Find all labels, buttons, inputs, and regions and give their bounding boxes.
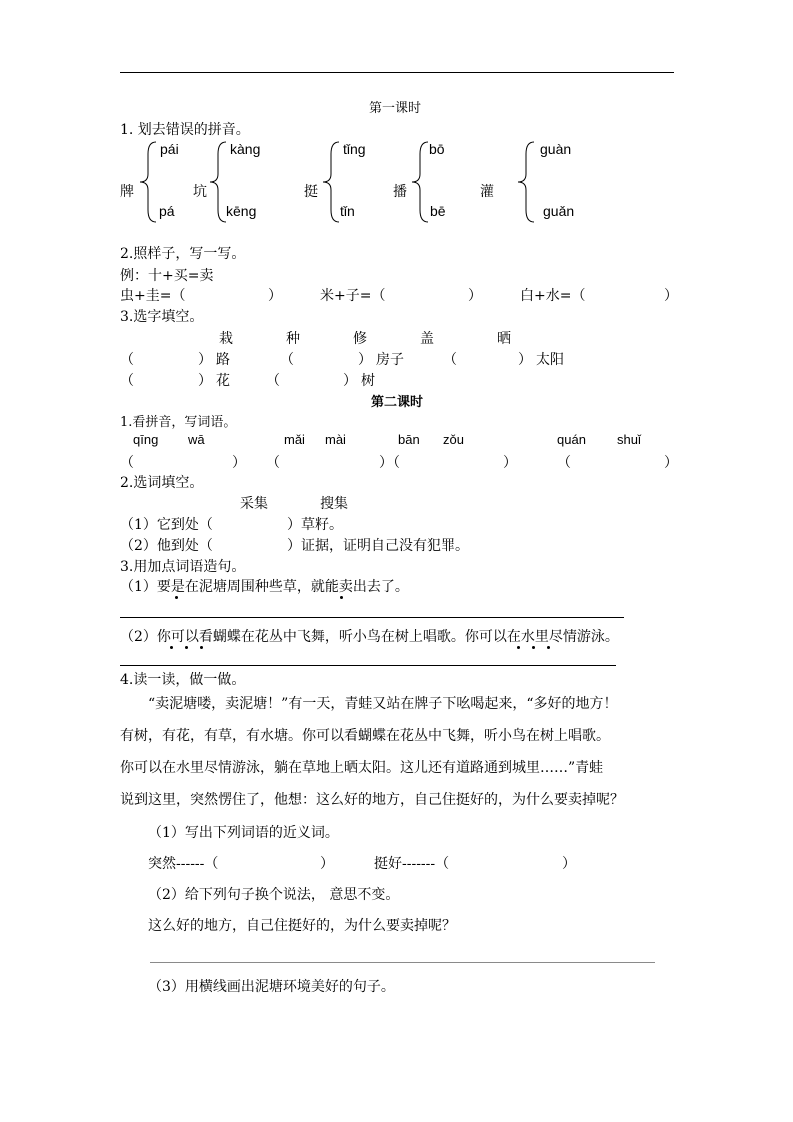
choice-word: 种 xyxy=(286,331,300,347)
brace-icon xyxy=(208,140,228,224)
header-rule xyxy=(120,72,674,73)
l2-q4-prompt: 4.读一读，做一做。 xyxy=(120,672,246,688)
blank-word: 花 xyxy=(216,373,230,389)
choice-word: 修 xyxy=(353,331,367,347)
brace-icon xyxy=(516,140,536,224)
choice-word: 搜集 xyxy=(320,496,348,512)
answer-open[interactable]: （ xyxy=(266,455,280,471)
fill-line-b: ）证据，证明自己没有犯罪。 xyxy=(287,538,469,554)
q2-close: ） xyxy=(468,288,482,304)
q2-item[interactable]: 米+子=（ xyxy=(320,288,386,304)
blank-close: ） xyxy=(358,352,372,368)
blank-word: 树 xyxy=(361,373,375,389)
pinyin-word: bān xyxy=(398,432,420,447)
char-ting: 挺 xyxy=(304,184,318,200)
answer-open[interactable]: （ xyxy=(120,455,134,471)
blank-open[interactable]: （ xyxy=(120,373,134,389)
synonym-1[interactable]: 突然------（ xyxy=(148,856,219,872)
sentence-1: （1）要是在泥塘周围种些草，就能卖出去了。 xyxy=(120,579,409,595)
pinyin-option[interactable]: guǎn xyxy=(543,203,575,219)
pinyin-option[interactable]: kàng xyxy=(230,141,261,157)
emphasis-dot xyxy=(170,646,173,649)
blank-open[interactable]: （ xyxy=(266,373,280,389)
fill-line-a[interactable]: （1）它到处（ xyxy=(120,517,213,533)
emphasis-dot xyxy=(340,596,343,599)
q2-close: ） xyxy=(268,288,282,304)
passage-line: 说到这里，突然愣住了，他想：这么好的地方，自己住挺好的，为什么要卖掉呢？ xyxy=(120,792,624,808)
emphasis-dot xyxy=(517,646,520,649)
brace-icon xyxy=(410,140,430,224)
blank-word: 路 xyxy=(216,352,230,368)
emphasis-dot xyxy=(547,646,550,649)
pinyin-word: mài xyxy=(325,432,346,447)
answer-line[interactable] xyxy=(120,617,624,618)
blank-close: ） xyxy=(518,352,532,368)
passage-line: 你可以在水里尽情游泳，躺在草地上晒太阳。这儿还有道路通到城里……”青蛙 xyxy=(120,760,604,776)
q3-prompt: 3.选字填空。 xyxy=(120,309,204,325)
q2-item[interactable]: 虫+圭=（ xyxy=(120,288,186,304)
answer-close-open[interactable]: ）（ xyxy=(379,455,400,471)
passage-line: “卖泥塘喽，卖泥塘！”有一天，青蛙又站在牌子下吆喝起来，“多好的地方！ xyxy=(148,696,618,712)
answer-close: ） xyxy=(503,455,517,471)
q1-prompt: 1. 划去错误的拼音。 xyxy=(120,122,250,138)
pinyin-option[interactable]: kēng xyxy=(226,203,257,219)
answer-line[interactable] xyxy=(120,665,616,666)
emphasis-dot xyxy=(532,646,535,649)
pinyin-option[interactable]: pái xyxy=(160,141,179,157)
q2-close: ） xyxy=(664,288,678,304)
synonym-close: ） xyxy=(320,856,334,872)
pinyin-option[interactable]: bō xyxy=(429,141,445,157)
char-pai: 牌 xyxy=(120,184,134,200)
answer-close: ） xyxy=(232,455,246,471)
q2-item[interactable]: 白+水=（ xyxy=(520,288,586,304)
blank-close: ） xyxy=(343,373,357,389)
fill-line-b: ）草籽。 xyxy=(287,517,343,533)
passage-line: 有树，有花，有草，有水塘。你可以看蝴蝶在花丛中飞舞，听小鸟在树上唱歌。 xyxy=(120,728,610,744)
pinyin-option[interactable]: tǐng xyxy=(343,141,366,157)
pinyin-word: mǎi xyxy=(284,432,305,447)
blank-close: ） xyxy=(198,373,212,389)
l2-q3-prompt: 3.用加点词语造句。 xyxy=(120,559,246,575)
blank-word: 房子 xyxy=(376,352,404,368)
lesson1-title: 第一课时 xyxy=(369,101,422,116)
l2-q2-prompt: 2.选词填空。 xyxy=(120,475,204,491)
synonym-close: ） xyxy=(562,856,576,872)
emphasis-dot xyxy=(185,646,188,649)
pinyin-word: zǒu xyxy=(443,432,464,447)
emphasis-dot xyxy=(200,646,203,649)
q2-prompt: 2.照样子，写一写。 xyxy=(120,246,246,262)
emphasis-dot xyxy=(175,596,178,599)
pinyin-option[interactable]: bē xyxy=(430,203,446,219)
l2-q1-prompt: 1.看拼音，写词语。 xyxy=(120,415,237,430)
choice-word: 栽 xyxy=(219,331,233,347)
char-bo: 播 xyxy=(393,184,407,200)
pinyin-option[interactable]: pá xyxy=(159,203,175,219)
blank-open[interactable]: （ xyxy=(443,352,457,368)
char-guan: 灌 xyxy=(480,184,494,200)
blank-word: 太阳 xyxy=(536,352,564,368)
pinyin-word: shuǐ xyxy=(617,432,641,447)
blank-open[interactable]: （ xyxy=(120,352,134,368)
pinyin-word: quán xyxy=(557,432,586,447)
brace-icon xyxy=(321,140,341,224)
q2-example: 例：十+买=卖 xyxy=(120,268,214,284)
blank-close: ） xyxy=(198,352,212,368)
char-keng: 坑 xyxy=(193,184,207,200)
sub-question-3: （3）用横线画出泥塘环境美好的句子。 xyxy=(148,979,395,995)
answer-open[interactable]: （ xyxy=(557,455,571,471)
lesson2-title: 第二课时 xyxy=(371,395,424,410)
synonym-2[interactable]: 挺好-------（ xyxy=(374,856,450,872)
choice-word: 采集 xyxy=(240,496,268,512)
pinyin-word: wā xyxy=(188,432,205,447)
answer-line[interactable] xyxy=(150,962,655,963)
sentence-2: （2）你可以看蝴蝶在花丛中飞舞，听小鸟在树上唱歌。你可以在水里尽情游泳。 xyxy=(120,629,619,645)
choice-word: 盖 xyxy=(420,331,434,347)
sub-question-2: （2）给下列句子换个说法， 意思不变。 xyxy=(148,887,400,903)
answer-close: ） xyxy=(664,455,678,471)
fill-line-a[interactable]: （2）他到处（ xyxy=(120,538,213,554)
pinyin-word: qīng xyxy=(133,432,159,447)
blank-open[interactable]: （ xyxy=(280,352,294,368)
choice-word: 晒 xyxy=(497,331,511,347)
pinyin-option[interactable]: guàn xyxy=(540,141,572,157)
brace-icon xyxy=(138,140,158,224)
sub-question-1: （1）写出下列词语的近义词。 xyxy=(148,825,339,841)
pinyin-option[interactable]: tǐn xyxy=(340,203,355,219)
rewrite-sentence: 这么好的地方，自己住挺好的，为什么要卖掉呢？ xyxy=(148,918,456,934)
